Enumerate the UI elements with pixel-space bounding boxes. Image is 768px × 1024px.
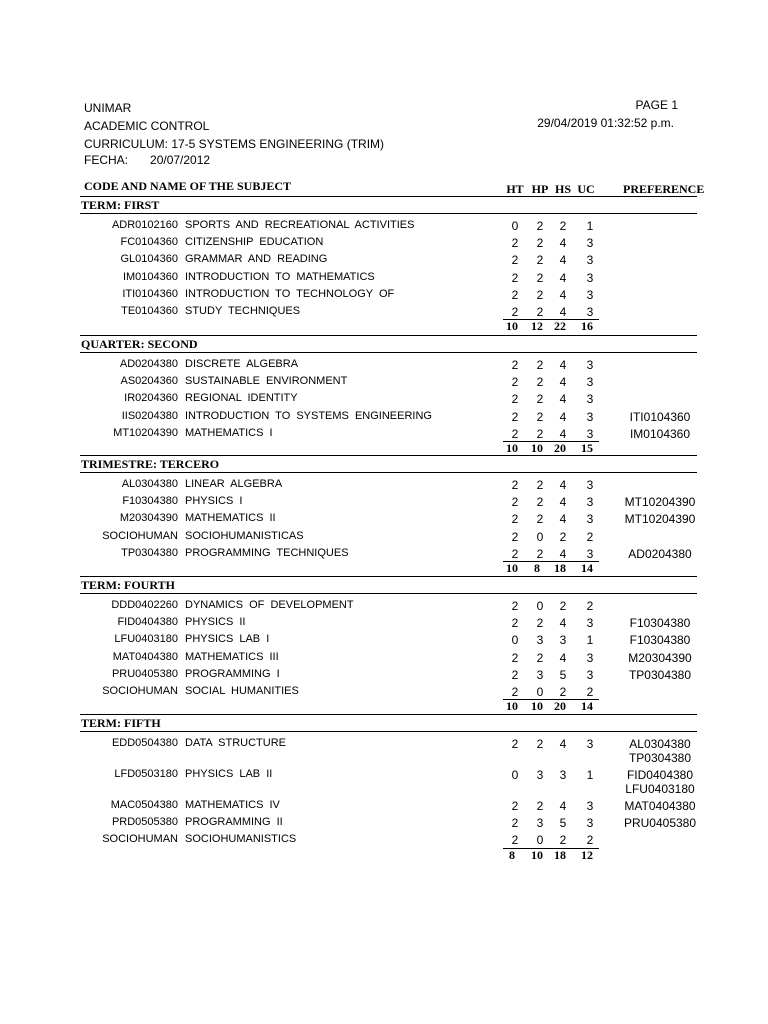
uc-total: 12	[581, 847, 593, 862]
table-row	[0, 409, 768, 427]
ht-value: 2	[511, 546, 519, 561]
ht-total: 8	[509, 847, 515, 862]
hs-total: 18	[554, 847, 566, 862]
subject-name: SUSTAINABLE ENVIRONMENT	[185, 375, 348, 388]
subject-code: AD0204380	[119, 358, 178, 370]
uc-value: 3	[586, 358, 594, 372]
hp-value: 0	[536, 529, 544, 544]
hs-value: 4	[559, 236, 567, 251]
uc-value: 3	[586, 816, 594, 831]
hs-value: 4	[559, 287, 567, 302]
hp-value: 2	[536, 799, 544, 813]
uc-value: 3	[586, 392, 594, 407]
hs-value: 5	[559, 816, 567, 831]
preference-value: TP0304380	[628, 667, 692, 682]
hp-value: 2	[536, 478, 544, 492]
hp-value: 2	[536, 650, 544, 665]
hs-value: 2	[559, 529, 567, 544]
term-bottom-rule	[80, 472, 697, 473]
subject-name: SPORTS AND RECREATIONAL ACTIVITIES	[185, 219, 415, 231]
hp-value: 2	[536, 236, 544, 251]
uc-value: 3	[586, 616, 594, 631]
preference-value: AD0204380	[628, 546, 692, 561]
subject-code: FID0404380	[117, 616, 178, 629]
ht-value: 2	[511, 816, 519, 831]
table-row	[0, 546, 768, 564]
subject-name: DYNAMICS OF DEVELOPMENT	[185, 599, 354, 611]
uc-value: 3	[586, 270, 594, 285]
hp-value: 3	[536, 633, 544, 648]
preference-value-secondary: TP0304380	[628, 751, 692, 765]
ht-value: 2	[511, 409, 519, 424]
hp-value: 0	[536, 833, 544, 848]
uc-value: 3	[586, 512, 594, 527]
subject-name: STUDY TECHNIQUES	[185, 305, 301, 317]
fecha-value: 20/07/2012	[150, 153, 211, 167]
uc-value: 3	[586, 667, 594, 682]
term-top-rule	[80, 576, 697, 577]
ht-total: 10	[506, 561, 518, 575]
fecha-line	[84, 153, 210, 167]
table-row	[0, 529, 768, 547]
table-row	[0, 270, 768, 288]
term-top-rule	[80, 335, 697, 336]
table-row	[0, 684, 768, 702]
hs-total: 22	[554, 319, 566, 334]
ht-total: 10	[506, 319, 518, 334]
ht-value: 2	[511, 512, 519, 527]
hs-value: 4	[559, 737, 567, 751]
preference-value-secondary: LFU0403180	[625, 782, 695, 796]
table-row	[0, 252, 768, 270]
hs-value: 4	[559, 305, 567, 319]
hp-value: 2	[536, 253, 544, 268]
ht-value: 2	[511, 253, 519, 268]
ht-value: 2	[511, 616, 519, 631]
hs-value: 4	[559, 546, 567, 561]
uc-value: 2	[586, 833, 594, 848]
ht-value: 2	[511, 287, 519, 302]
table-row	[0, 798, 768, 816]
hp-value: 3	[536, 816, 544, 831]
hp-value: 2	[536, 737, 544, 751]
hp-total: 8	[534, 561, 540, 575]
hs-value: 4	[559, 495, 567, 510]
fecha-label: FECHA:	[84, 153, 129, 167]
ht-value: 2	[511, 799, 519, 813]
table-row	[0, 494, 768, 512]
table-row	[0, 511, 768, 529]
uc-column-header: UC	[577, 182, 595, 196]
hp-total: 10	[531, 847, 543, 862]
subject-code: ITI0104360	[122, 287, 178, 300]
hs-value: 4	[559, 616, 567, 631]
table-row	[0, 598, 768, 616]
subject-name: DISCRETE ALGEBRA	[185, 358, 299, 370]
hs-total: 20	[554, 441, 566, 455]
ht-value: 0	[511, 219, 519, 233]
subject-name: INTRODUCTION TO TECHNOLOGY OF	[185, 287, 395, 300]
ht-value: 2	[511, 599, 519, 613]
term-title: QUARTER: SECOND	[81, 337, 198, 351]
ht-value: 0	[511, 768, 519, 782]
hp-column-header: HP	[531, 182, 549, 196]
hs-value: 4	[559, 253, 567, 268]
curriculum-line: CURRICULUM: 17-5 SYSTEMS ENGINEERING (TRIM)	[84, 137, 385, 151]
ht-value: 2	[511, 392, 519, 407]
uc-value: 3	[586, 650, 594, 665]
ht-value: 2	[511, 529, 519, 544]
uc-value: 3	[586, 287, 594, 302]
hp-value: 2	[536, 546, 544, 561]
table-row	[0, 304, 768, 322]
subject-code: TP0304380	[121, 546, 178, 559]
term-bottom-rule	[80, 352, 697, 353]
subject-name: PROGRAMMING TECHNIQUES	[185, 546, 349, 559]
subject-code: PRU0405380	[111, 667, 178, 680]
subject-code: FC0104360	[120, 236, 178, 249]
subject-code: LFD0503180	[114, 768, 178, 780]
term-title: TERM: FIFTH	[81, 716, 161, 730]
subject-name: PHYSICS LAB I	[185, 633, 270, 646]
table-row	[0, 632, 768, 650]
hs-value: 2	[559, 685, 567, 699]
subject-name: MATHEMATICS IV	[185, 799, 280, 811]
ht-value: 2	[511, 236, 519, 251]
hp-total: 12	[531, 319, 543, 334]
institution-name: UNIMAR	[84, 101, 132, 115]
preference-value: F10304380	[629, 616, 691, 631]
uc-value: 2	[586, 685, 594, 699]
ht-value: 0	[511, 633, 519, 648]
hs-value: 3	[559, 633, 567, 648]
hs-value: 2	[559, 599, 567, 613]
uc-value: 1	[586, 219, 594, 233]
hs-total: 18	[554, 561, 566, 575]
hp-value: 0	[536, 685, 544, 699]
preference-value: MAT0404380	[624, 799, 696, 813]
table-row	[0, 218, 768, 236]
hs-value: 2	[559, 833, 567, 848]
preference-value: F10304380	[629, 633, 691, 648]
subject-name: INTRODUCTION TO SYSTEMS ENGINEERING	[185, 409, 432, 422]
uc-value: 3	[586, 799, 594, 813]
table-row	[0, 667, 768, 685]
hp-value: 2	[536, 270, 544, 285]
table-row	[0, 374, 768, 392]
ht-value: 2	[511, 495, 519, 510]
hp-total: 10	[531, 441, 543, 455]
hs-value: 4	[559, 392, 567, 407]
ht-value: 2	[511, 305, 519, 319]
term-top-rule	[80, 714, 697, 715]
term-bottom-rule	[80, 213, 697, 214]
preference-value: ITI0104360	[629, 409, 691, 424]
ht-value: 2	[511, 426, 519, 441]
uc-value: 3	[586, 253, 594, 268]
hp-value: 2	[536, 305, 544, 319]
uc-value: 3	[586, 236, 594, 251]
subject-code: MAC0504380	[110, 799, 178, 811]
uc-value: 3	[586, 478, 594, 492]
subject-column-header: CODE AND NAME OF THE SUBJECT	[84, 179, 292, 193]
preference-value: FID0404380	[626, 768, 694, 782]
table-row	[0, 832, 768, 850]
uc-value: 3	[586, 305, 594, 319]
uc-value: 1	[586, 768, 594, 782]
subject-name: PHYSICS II	[185, 616, 246, 629]
uc-value: 3	[586, 426, 594, 441]
subject-code: DDD0402260	[111, 599, 178, 611]
hs-value: 4	[559, 375, 567, 390]
term-top-rule	[80, 196, 697, 197]
subject-code: SOCIOHUMAN	[102, 529, 178, 542]
table-row	[0, 426, 768, 444]
table-row	[0, 650, 768, 668]
subject-code: MT10204390	[113, 426, 178, 439]
hp-value: 3	[536, 768, 544, 782]
ht-column-header: HT	[506, 182, 524, 196]
subject-code: GL0104360	[120, 253, 178, 266]
subject-code: F10304380	[122, 495, 178, 508]
hs-value: 4	[559, 478, 567, 492]
hs-value: 4	[559, 358, 567, 372]
table-row	[0, 477, 768, 495]
uc-total: 15	[581, 441, 593, 455]
hs-total: 20	[554, 699, 566, 714]
ht-value: 2	[511, 667, 519, 682]
preference-value: MT10204390	[624, 495, 696, 510]
subject-name: PROGRAMMING I	[185, 667, 280, 680]
preference-value: MT10204390	[624, 512, 696, 527]
uc-value: 2	[586, 529, 594, 544]
uc-value: 3	[586, 409, 594, 424]
hs-column-header: HS	[554, 182, 571, 196]
hp-value: 2	[536, 616, 544, 631]
hs-value: 4	[559, 270, 567, 285]
subject-code: EDD0504380	[111, 737, 178, 749]
uc-total: 14	[581, 699, 593, 714]
hp-value: 2	[536, 512, 544, 527]
preference-value: IM0104360	[629, 426, 691, 441]
subject-code: IIS0204380	[121, 409, 178, 422]
hp-value: 2	[536, 375, 544, 390]
hp-value: 2	[536, 409, 544, 424]
subject-name: LINEAR ALGEBRA	[185, 478, 283, 490]
uc-value: 3	[586, 495, 594, 510]
subject-code: AS0204360	[120, 375, 178, 388]
ht-value: 2	[511, 358, 519, 372]
preference-column-header: PREFERENCE	[623, 182, 705, 196]
subject-name: GRAMMAR AND READING	[185, 253, 328, 266]
hs-value: 4	[559, 409, 567, 424]
term-bottom-rule	[80, 731, 697, 732]
hs-value: 4	[559, 650, 567, 665]
hp-value: 2	[536, 495, 544, 510]
table-row	[0, 391, 768, 409]
report-timestamp: 29/04/2019 01:32:52 p.m.	[537, 116, 674, 130]
hp-value: 2	[536, 392, 544, 407]
table-row	[0, 615, 768, 633]
preference-value: M20304390	[628, 650, 692, 665]
ht-value: 2	[511, 833, 519, 848]
hs-value: 5	[559, 667, 567, 682]
hs-value: 3	[559, 768, 567, 782]
preference-value: AL0304380	[629, 737, 691, 751]
subject-code: SOCIOHUMAN	[102, 833, 178, 846]
term-title: TERM: FOURTH	[81, 578, 175, 592]
page-number: PAGE 1	[635, 98, 678, 112]
subject-name: MATHEMATICS III	[185, 650, 279, 663]
table-row	[0, 287, 768, 305]
table-row	[0, 235, 768, 253]
hs-value: 4	[559, 512, 567, 527]
uc-value: 3	[586, 737, 594, 751]
subject-name: SOCIAL HUMANITIES	[185, 685, 299, 697]
uc-total: 14	[581, 561, 593, 575]
hp-total: 10	[531, 699, 543, 714]
subject-code: AL0304380	[121, 478, 178, 490]
subject-name: MATHEMATICS I	[185, 426, 273, 439]
term-bottom-rule	[80, 593, 697, 594]
subject-name: SOCIOHUMANISTICS	[185, 833, 297, 846]
hp-value: 0	[536, 599, 544, 613]
subject-name: REGIONAL IDENTITY	[185, 392, 298, 405]
ht-value: 2	[511, 650, 519, 665]
ht-value: 2	[511, 478, 519, 492]
table-row	[0, 767, 768, 796]
subject-name: MATHEMATICS II	[185, 512, 276, 525]
table-row	[0, 815, 768, 833]
hs-value: 4	[559, 426, 567, 441]
subject-name: INTRODUCTION TO MATHEMATICS	[185, 270, 375, 283]
subject-name: PHYSICS I	[185, 495, 243, 508]
subject-name: PHYSICS LAB II	[185, 768, 273, 780]
hp-value: 2	[536, 287, 544, 302]
uc-total: 16	[581, 319, 593, 334]
ht-total: 10	[506, 441, 518, 455]
uc-value: 3	[586, 375, 594, 390]
hs-value: 2	[559, 219, 567, 233]
uc-value: 2	[586, 599, 594, 613]
table-row	[0, 357, 768, 375]
subject-name: CITIZENSHIP EDUCATION	[185, 236, 324, 249]
hp-value: 2	[536, 219, 544, 233]
term-title: TERM: FIRST	[81, 198, 160, 212]
hp-value: 2	[536, 358, 544, 372]
hs-value: 4	[559, 799, 567, 813]
subject-name: SOCIOHUMANISTICAS	[185, 529, 304, 542]
subject-code: SOCIOHUMAN	[102, 685, 178, 697]
subject-code: TE0104360	[121, 305, 178, 317]
department-name: ACADEMIC CONTROL	[84, 119, 210, 133]
subject-code: MAT0404380	[112, 650, 178, 663]
ht-value: 2	[511, 737, 519, 751]
hp-value: 2	[536, 426, 544, 441]
preference-value: PRU0405380	[623, 816, 697, 831]
ht-value: 2	[511, 270, 519, 285]
subject-name: PROGRAMMING II	[185, 816, 283, 829]
subject-name: DATA STRUCTURE	[185, 737, 286, 749]
ht-value: 2	[511, 685, 519, 699]
ht-total: 10	[506, 699, 518, 714]
subject-code: IM0104360	[122, 270, 178, 283]
subject-code: PRD0505380	[111, 816, 178, 829]
term-top-rule	[80, 455, 697, 456]
term-title: TRIMESTRE: TERCERO	[81, 457, 220, 471]
uc-value: 3	[586, 546, 594, 561]
ht-value: 2	[511, 375, 519, 390]
subject-code: M20304390	[119, 512, 178, 525]
subject-code: ADR0102160	[111, 219, 178, 231]
table-row	[0, 736, 768, 765]
hp-value: 3	[536, 667, 544, 682]
subject-code: LFU0403180	[114, 633, 178, 646]
uc-value: 1	[586, 633, 594, 648]
subject-code: IR0204360	[124, 392, 178, 405]
